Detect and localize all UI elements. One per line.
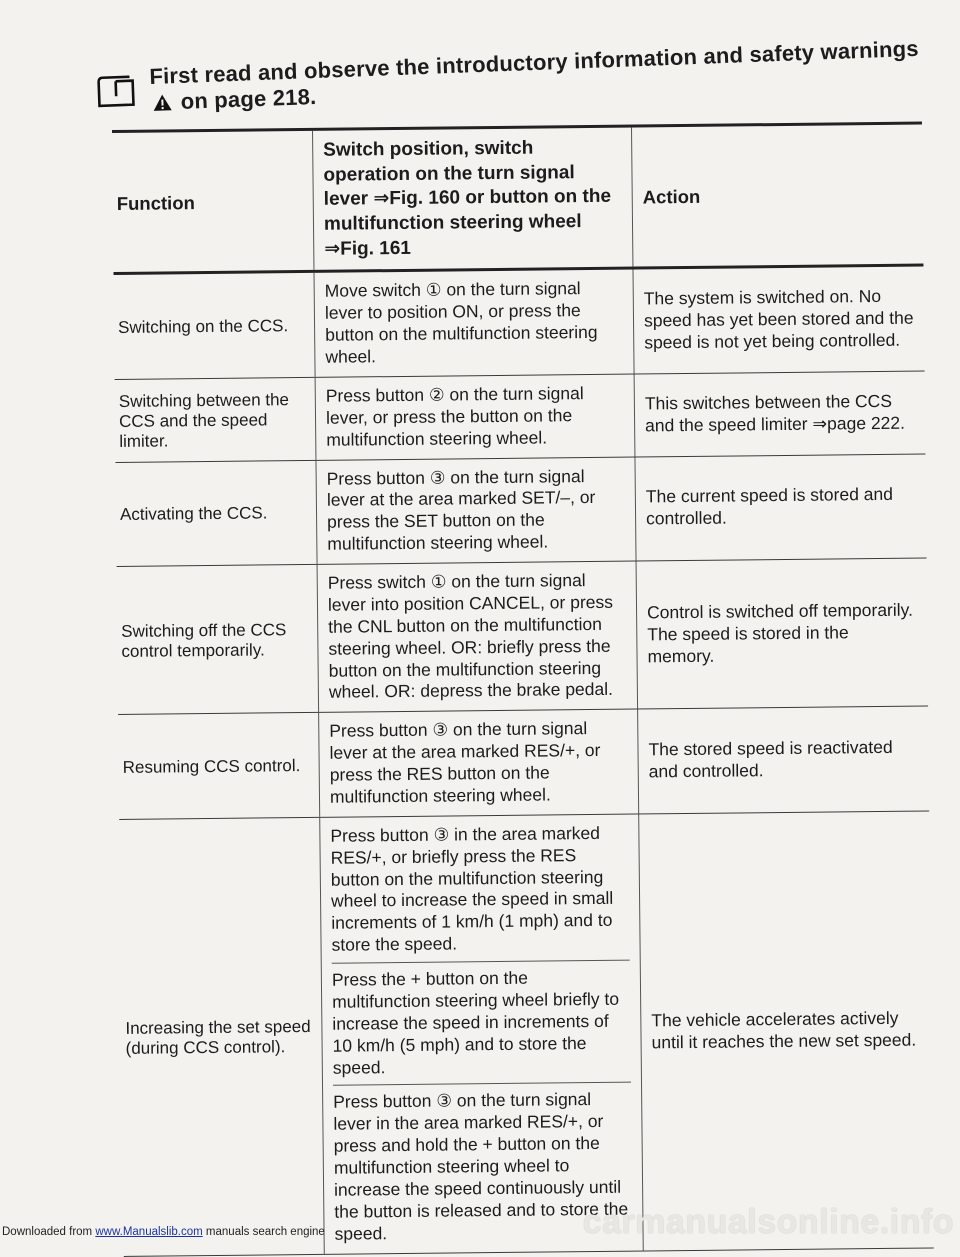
function-cell: Switching on the CCS. bbox=[117, 316, 289, 338]
action-cell: The vehicle accelerates actively until it reaches the new set speed. bbox=[651, 1007, 917, 1053]
action-cell: The system is switched on. No speed has yet been stored and the speed is not yet being controlled. bbox=[643, 286, 914, 353]
switch-cell: Press the + button on the multifunction steering wheel briefly to increase the speed in increments of 10 km/h (5 mph) and to store the speed. bbox=[332, 960, 631, 1079]
footer-suffix: manuals search engine bbox=[205, 1226, 325, 1238]
function-cell: Activating the CCS. bbox=[119, 503, 268, 525]
table-row bbox=[119, 810, 934, 1256]
table-row bbox=[115, 453, 926, 566]
download-footer bbox=[2, 1226, 325, 1238]
table-row bbox=[113, 264, 924, 379]
header-function: Function bbox=[116, 191, 195, 214]
switch-cell: Press button ③ on the turn signal lever at the area marked SET/–, or press the SET button on the multifunction steering wheel. bbox=[315, 457, 636, 564]
switch-cell: Press switch ① on the turn signal lever into position CANCEL, or press the CNL button on the multifunction steering wheel. OR: briefly press the button on the multifunction steering wheel. OR: depress the brake pedal. bbox=[317, 562, 639, 713]
table-row bbox=[117, 558, 929, 715]
table-row bbox=[118, 706, 929, 819]
switch-cell: Press button ② on the turn signal lever, or press the button on the multifunction steering wheel. bbox=[315, 374, 636, 459]
action-cell: Control is switched off temporarily. The speed is stored in the memory. bbox=[646, 599, 914, 667]
table-header-row bbox=[112, 122, 923, 273]
switch-cell: Press button ③ on the turn signal lever in the area marked RES/+, or press and hold the + button on the multifunction steering wheel to increase the speed continuously until the button is released and to store the speed. bbox=[333, 1082, 633, 1245]
header-switch: Switch position, switch operation on the turn signal lever ⇒Fig. 160 or button on the multifunction steering wheel ⇒Fig. 161 bbox=[312, 128, 633, 271]
switch-cell: Press button ③ in the area marked RES/+, or briefly press the RES button on the multifunction steering wheel to increase the speed in small increments of 1 km/h (1 mph) and to store the speed. bbox=[330, 822, 614, 955]
function-cell: Switching between the CCS and the speed limiter. bbox=[118, 389, 290, 451]
switch-cell: Move switch ① on the turn signal lever to position ON, or press the button on the multifunction steering wheel. bbox=[314, 270, 635, 377]
header-text-before: First read and observe the introductory information and safety warnings bbox=[149, 35, 920, 90]
action-cell: The current speed is stored and controlled. bbox=[645, 484, 894, 529]
function-cell: Resuming CCS control. bbox=[122, 756, 301, 777]
action-cell: The stored speed is reactivated and controlled. bbox=[648, 737, 893, 782]
header-text-after: on page 218. bbox=[180, 83, 317, 114]
safety-notice-header bbox=[95, 35, 936, 118]
warning-triangle-icon bbox=[152, 93, 173, 112]
ccs-function-table bbox=[112, 122, 934, 1257]
footer-prefix: Downloaded from bbox=[2, 1226, 93, 1238]
table-row bbox=[115, 370, 926, 461]
manualslib-link[interactable]: www.Manualslib.com bbox=[95, 1226, 203, 1238]
switch-cell: Press button ③ on the turn signal lever at the area marked RES/+, or press the RES button on the multifunction steering wheel. bbox=[318, 710, 639, 817]
book-icon bbox=[95, 74, 136, 109]
switch-cell-group bbox=[319, 814, 644, 1253]
watermark: carmanualsonline.info bbox=[582, 1203, 954, 1241]
header-action: Action bbox=[642, 186, 701, 208]
function-cell: Switching off the CCS control temporarily. bbox=[121, 619, 287, 661]
action-cell: This switches between the CCS and the speed limiter ⇒page 222. bbox=[644, 390, 906, 436]
function-cell: Increasing the set speed (during CCS control). bbox=[125, 1016, 311, 1058]
